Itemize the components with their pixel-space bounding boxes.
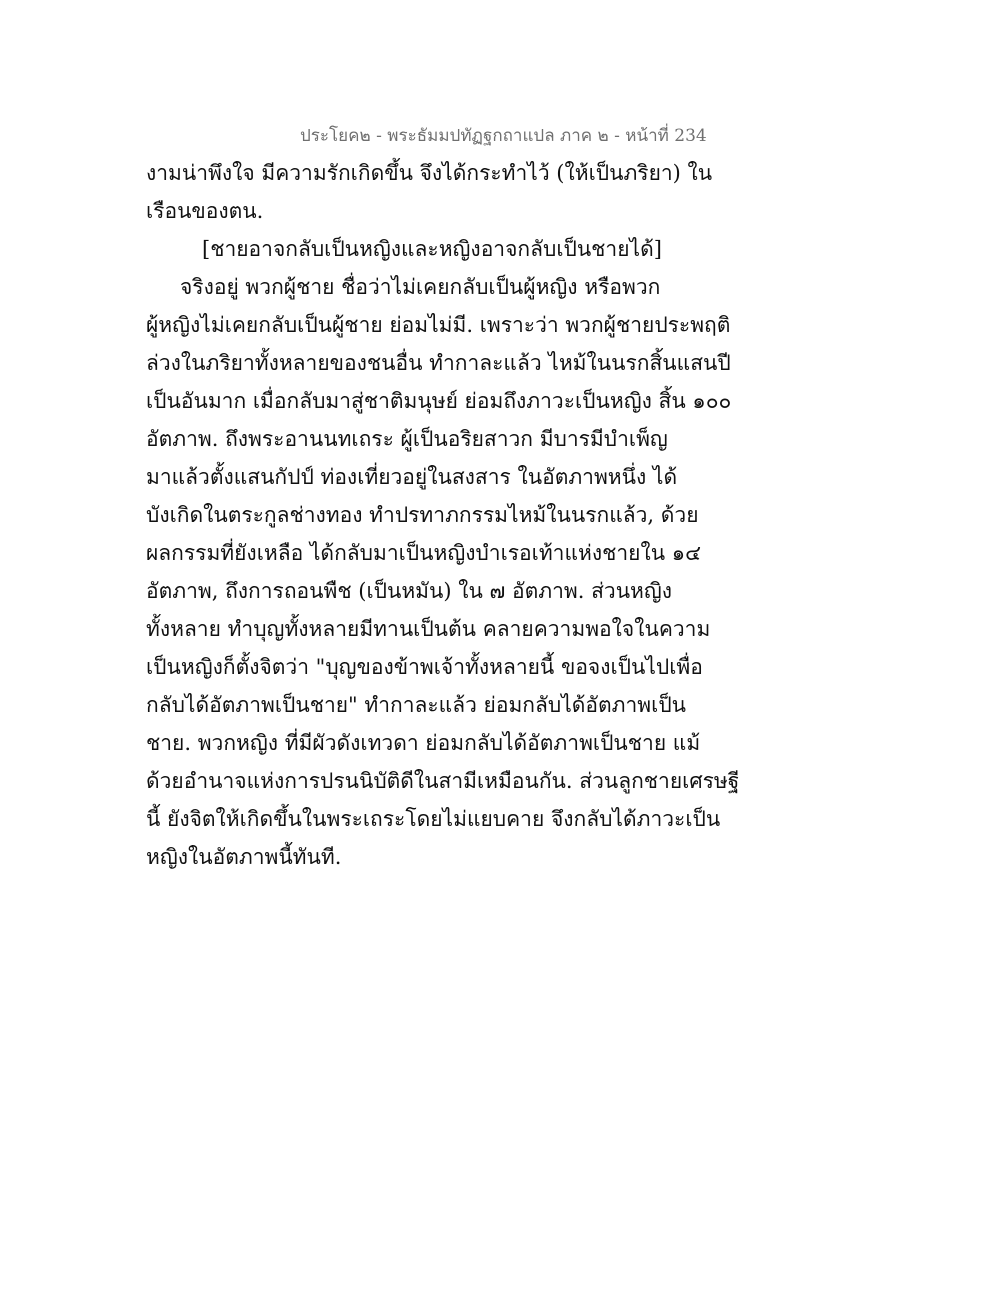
text-line: ล่วงในภริยาทั้งหลายของชนอื่น ทำกาละแล้ว ไหม้ในนรกสิ้นแสนปี	[146, 351, 731, 375]
text-line: งามน่าพึงใจ มีความรักเกิดขึ้น จึงได้กระทำไว้ (ให้เป็นภริยา) ใน	[146, 161, 713, 185]
text-line: เป็นอันมาก เมื่อกลับมาสู่ชาติมนุษย์ ย่อมถึงภาวะเป็นหญิง สิ้น ๑๐๐	[146, 389, 732, 413]
text-line: กลับได้อัตภาพเป็นชาย" ทำกาละแล้ว ย่อมกลับได้อัตภาพเป็น	[146, 693, 687, 717]
text-line: เป็นหญิงก็ตั้งจิตว่า "บุญของข้าพเจ้าทั้งหลายนี้ ขอจงเป็นไปเพื่อ	[146, 655, 703, 679]
paragraph-first-line: จริงอยู่ พวกผู้ชาย ชื่อว่าไม่เคยกลับเป็นผู้หญิง หรือพวก	[180, 275, 661, 299]
text-line: ด้วยอำนาจแห่งการปรนนิบัติดีในสามีเหมือนกัน. ส่วนลูกชายเศรษฐี	[146, 769, 740, 793]
text-line: ผู้หญิงไม่เคยกลับเป็นผู้ชาย ย่อมไม่มี. เพราะว่า พวกผู้ชายประพฤติ	[146, 313, 731, 337]
text-line: หญิงในอัตภาพนี้ทันที.	[146, 845, 342, 869]
text-line: ผลกรรมที่ยังเหลือ ได้กลับมาเป็นหญิงบำเรอเท้าแห่งชายใน ๑๔	[146, 541, 701, 565]
text-line: ทั้งหลาย ทำบุญทั้งหลายมีทานเป็นต้น คลายความพอใจในความ	[146, 617, 711, 641]
text-line: นี้ ยังจิตให้เกิดขึ้นในพระเถระโดยไม่แยบคาย จึงกลับได้ภาวะเป็น	[146, 807, 721, 831]
running-header: ประโยค๒ - พระธัมมปทัฏฐกถาแปล ภาค ๒ - หน้าที่ 234	[300, 126, 707, 146]
text-line: มาแล้วตั้งแสนกัปป์ ท่องเที่ยวอยู่ในสงสาร ในอัตภาพหนึ่ง ได้	[146, 465, 678, 489]
text-line: บังเกิดในตระกูลช่างทอง ทำปรทาภกรรมไหม้ในนรกแล้ว, ด้วย	[146, 503, 699, 527]
text-line: ชาย. พวกหญิง ที่มีผัวดังเทวดา ย่อมกลับได้อัตภาพเป็นชาย แม้	[146, 731, 701, 755]
text-line: เรือนของตน.	[146, 199, 264, 223]
text-line: อัตภาพ, ถึงการถอนพืช (เป็นหมัน) ใน ๗ อัตภาพ. ส่วนหญิง	[146, 579, 673, 603]
text-line: อัตภาพ. ถึงพระอานนทเถระ ผู้เป็นอริยสาวก มีบารมีบำเพ็ญ	[146, 427, 668, 451]
section-heading: [ชายอาจกลับเป็นหญิงและหญิงอาจกลับเป็นชายได้]	[202, 237, 662, 261]
